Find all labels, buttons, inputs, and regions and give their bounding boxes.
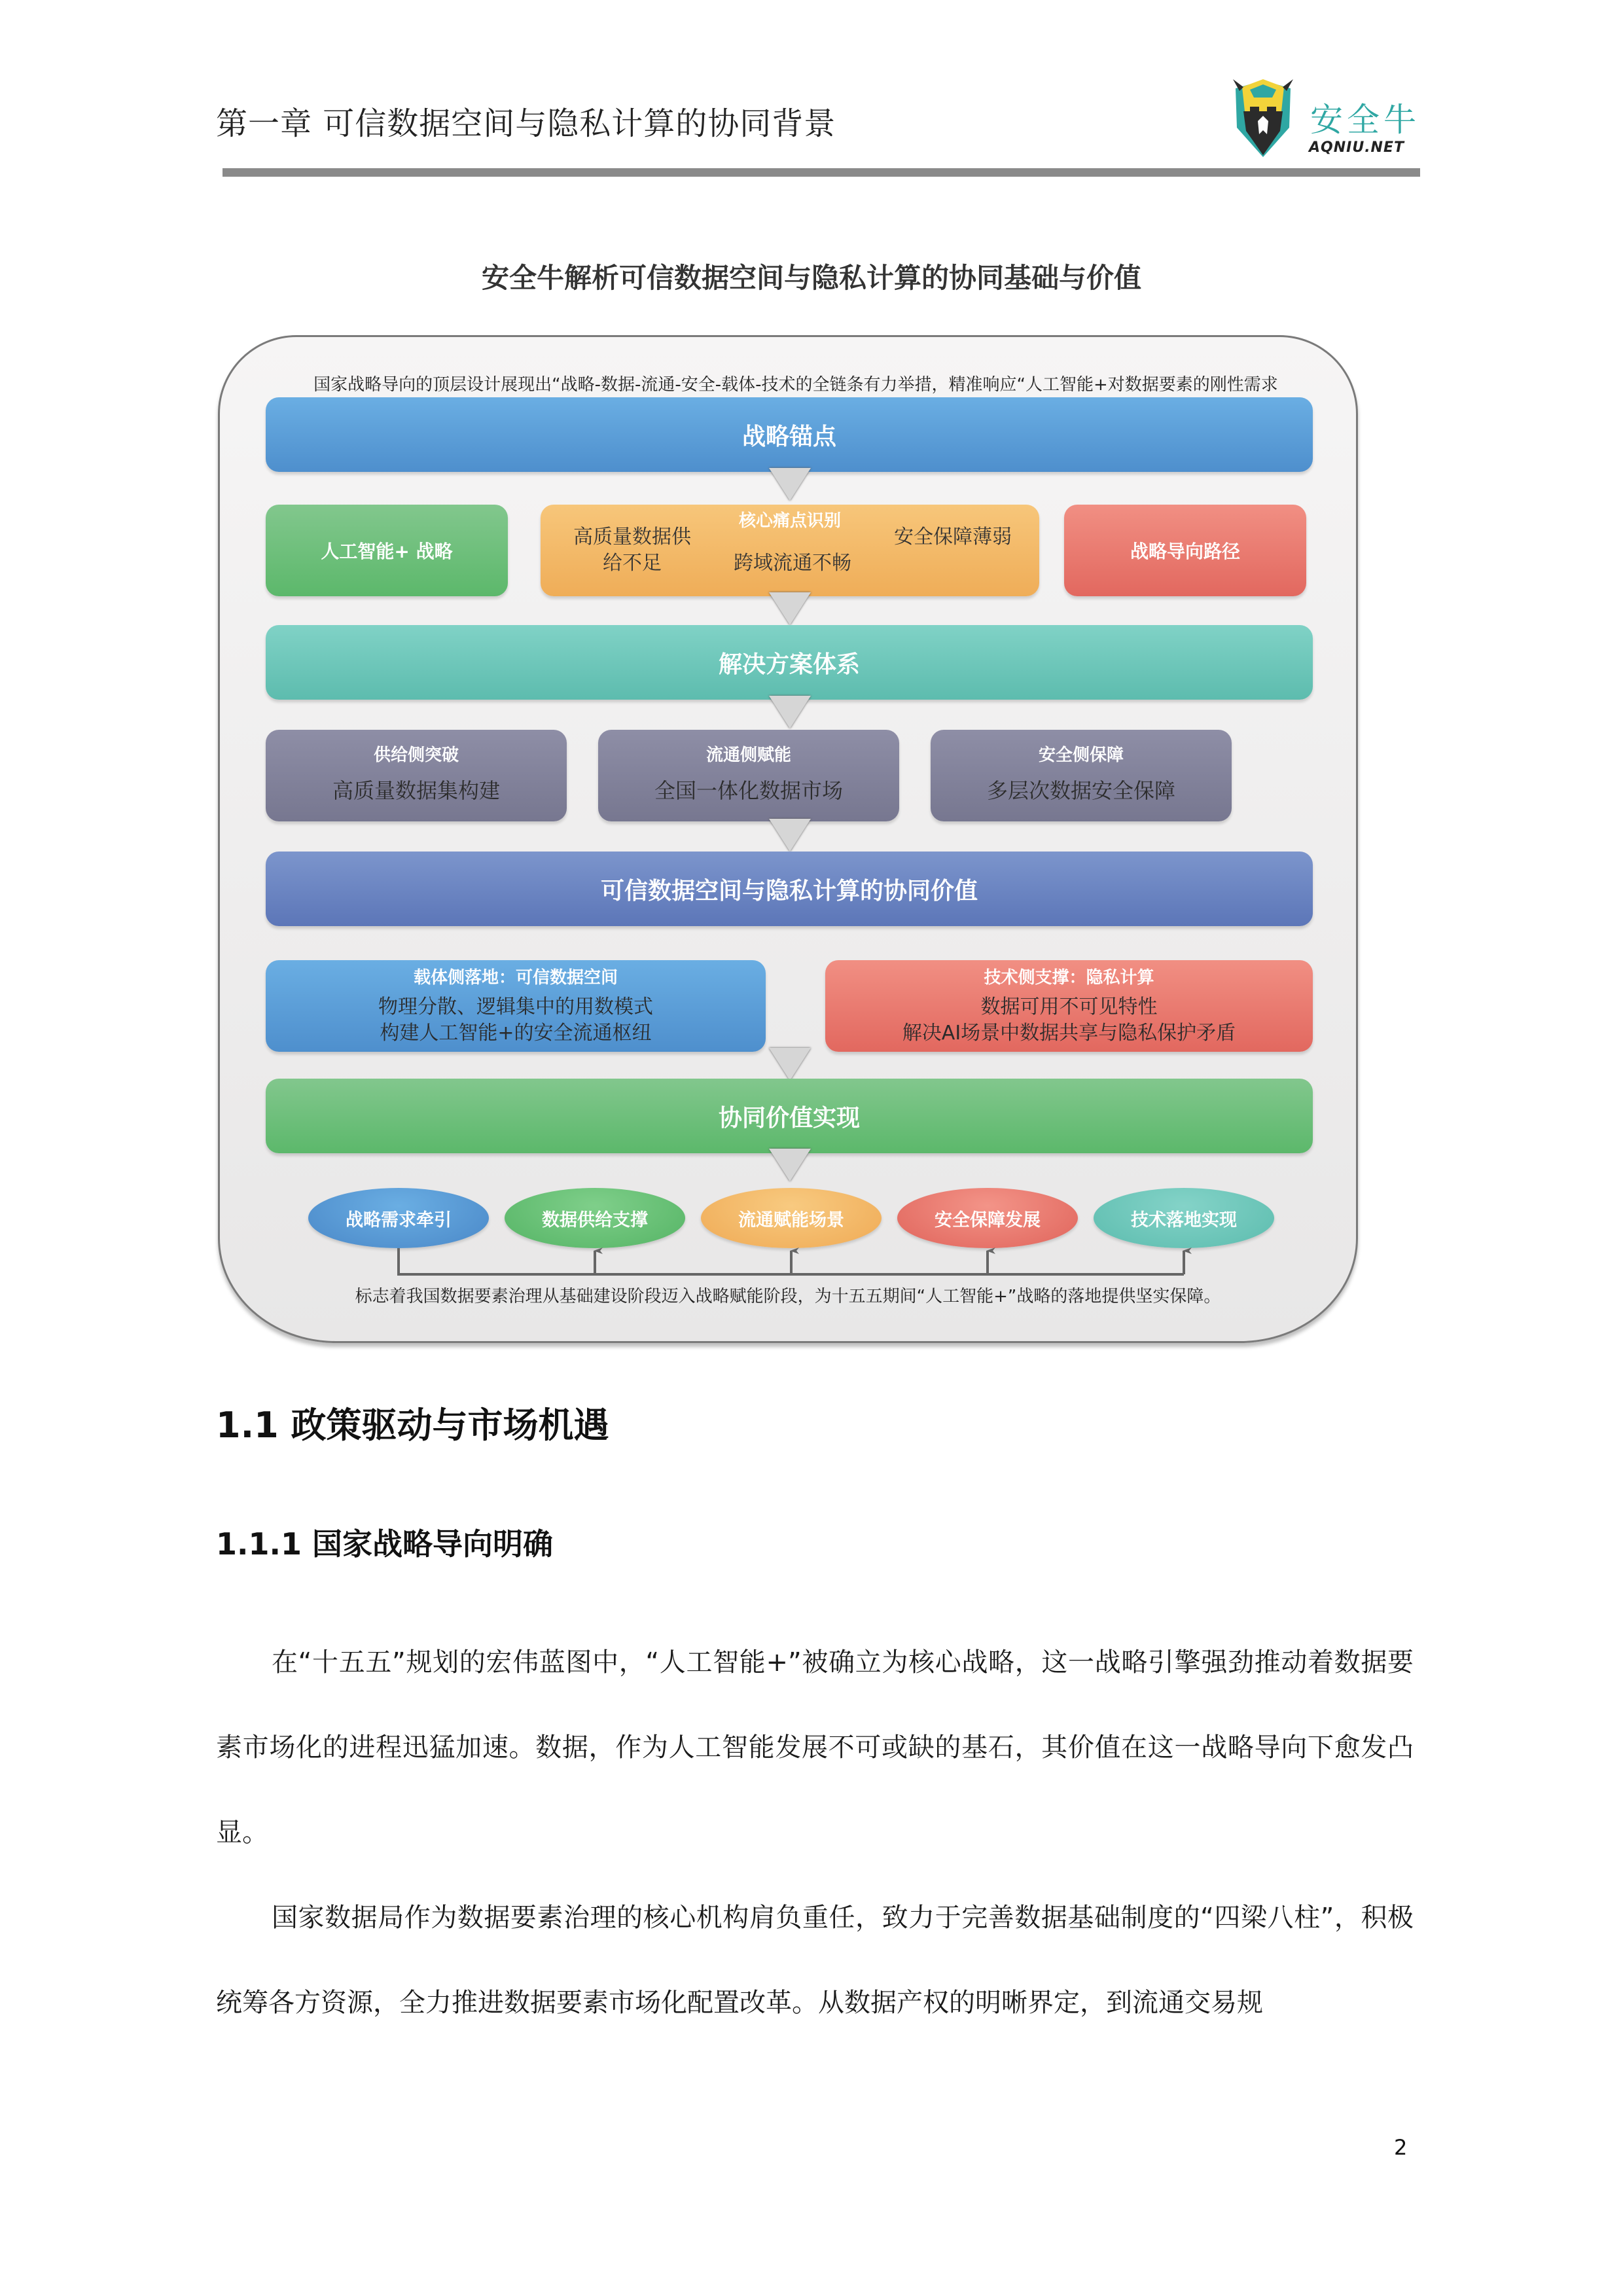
subsection-heading: 1.1.1 国家战略导向明确 — [216, 1526, 553, 1562]
strategic-path-label: 战略导向路径 — [1130, 541, 1240, 562]
support-title: 载体侧落地：可信数据空间 — [413, 968, 618, 988]
outcome-oval — [701, 1188, 882, 1248]
header-divider — [223, 168, 1420, 177]
outcome-label: 流通赋能场景 — [738, 1210, 844, 1230]
support-line: 构建人工智能+的安全流通枢纽 — [380, 1022, 652, 1045]
pillar-title: 供给侧突破 — [373, 745, 459, 765]
outcome-oval — [308, 1188, 489, 1248]
down-arrow-icon — [769, 1149, 811, 1181]
privacy-computing-box — [825, 960, 1313, 1052]
pillar-box-circulation — [598, 730, 899, 821]
strategic-path-box — [1064, 505, 1306, 596]
pillar-box-supply — [266, 730, 567, 821]
trusted-data-space-box — [266, 960, 766, 1052]
pain-points-title: 核心痛点识别 — [738, 511, 841, 531]
down-arrow-icon — [769, 819, 811, 852]
body-paragraph: 在“十五五”规划的宏伟蓝图中，“人工智能+”被确立为核心战略，这一战略引擎强劲推动着数据要素市场化的进程迅猛加速。数据，作为人工智能发展不可或缺的基石，其价值在这一战略导向下愈发凸显。 — [216, 1647, 1414, 1848]
pillar-subtitle: 高质量数据集构建 — [332, 778, 500, 803]
pillar-title: 安全侧保障 — [1038, 745, 1124, 765]
support-title: 技术侧支撑：隐私计算 — [984, 968, 1154, 988]
viking-shield-icon — [1230, 75, 1296, 160]
logo-text-en: AQNIU.NET — [1309, 139, 1404, 156]
down-arrow-icon — [769, 1048, 811, 1081]
support-line: 解决AI场景中数据共享与隐私保护矛盾 — [902, 1022, 1236, 1045]
pain-point-item: 高质量数据供给不足 — [573, 526, 691, 575]
down-arrow-icon — [769, 696, 811, 728]
ai-plus-strategy-label: 人工智能+ 战略 — [321, 541, 453, 562]
ai-plus-strategy-box — [266, 505, 508, 596]
synergy-value-label: 可信数据空间与隐私计算的协同价值 — [600, 877, 978, 905]
outcome-oval — [897, 1188, 1078, 1248]
strategic-anchor-label: 战略锚点 — [741, 423, 836, 450]
chapter-title: 第一章 可信数据空间与隐私计算的协同背景 — [216, 105, 836, 142]
outcome-label: 技术落地实现 — [1131, 1210, 1237, 1230]
page-number: 2 — [1394, 2135, 1408, 2160]
synergy-diagram — [218, 335, 1358, 1343]
outcome-label: 数据供给支撑 — [542, 1210, 648, 1230]
section-heading: 1.1 政策驱动与市场机遇 — [216, 1405, 609, 1446]
figure-title: 安全牛解析可信数据空间与隐私计算的协同基础与价值 — [481, 262, 1141, 294]
outcome-label: 战略需求牵引 — [346, 1210, 452, 1230]
down-arrow-icon — [769, 468, 811, 501]
pillar-box-security — [931, 730, 1232, 821]
brand-logo — [1230, 75, 1420, 173]
value-realization-label: 协同价值实现 — [718, 1104, 860, 1132]
diagram-bottom-note: 标志着我国数据要素治理从基础建设阶段迈入战略赋能阶段，为十五五期间“人工智能+”战略的落地提供坚实保障。 — [355, 1287, 1221, 1306]
outcome-label: 安全保障发展 — [935, 1210, 1041, 1230]
core-pain-points-box — [541, 505, 1039, 596]
pain-point-item: 跨域流通不畅 — [734, 552, 851, 575]
diagram-top-note: 国家战略导向的顶层设计展现出“战略-数据-流通-安全-载体-技术的全链条有力举措，精准响应“人工智能+对数据要素的刚性需求 — [313, 375, 1278, 395]
outcome-oval — [1094, 1188, 1274, 1248]
logo-text-cn: 安全牛 — [1310, 101, 1420, 139]
support-line: 数据可用不可见特性 — [980, 996, 1158, 1018]
body-paragraph: 国家数据局作为数据要素治理的核心机构肩负重任，致力于完善数据基础制度的“四梁八柱”，积极统筹各方资源，全力推进数据要素市场化配置改革。从数据产权的明晰界定，到流通交易规 — [216, 1903, 1414, 2018]
solution-system-label: 解决方案体系 — [718, 651, 860, 678]
pain-point-item: 安全保障薄弱 — [894, 526, 1012, 548]
outcome-oval — [505, 1188, 685, 1248]
support-line: 物理分散、逻辑集中的用数模式 — [378, 996, 653, 1018]
solution-system-bar — [266, 625, 1313, 700]
value-realization-bar — [266, 1079, 1313, 1153]
pillar-subtitle: 多层次数据安全保障 — [986, 778, 1175, 803]
down-arrow-icon — [769, 592, 811, 625]
page-header — [216, 72, 1420, 177]
strategic-anchor-bar — [266, 397, 1313, 472]
synergy-value-bar — [266, 852, 1313, 926]
pillar-subtitle: 全国一体化数据市场 — [654, 778, 843, 803]
pillar-title: 流通侧赋能 — [705, 745, 791, 765]
